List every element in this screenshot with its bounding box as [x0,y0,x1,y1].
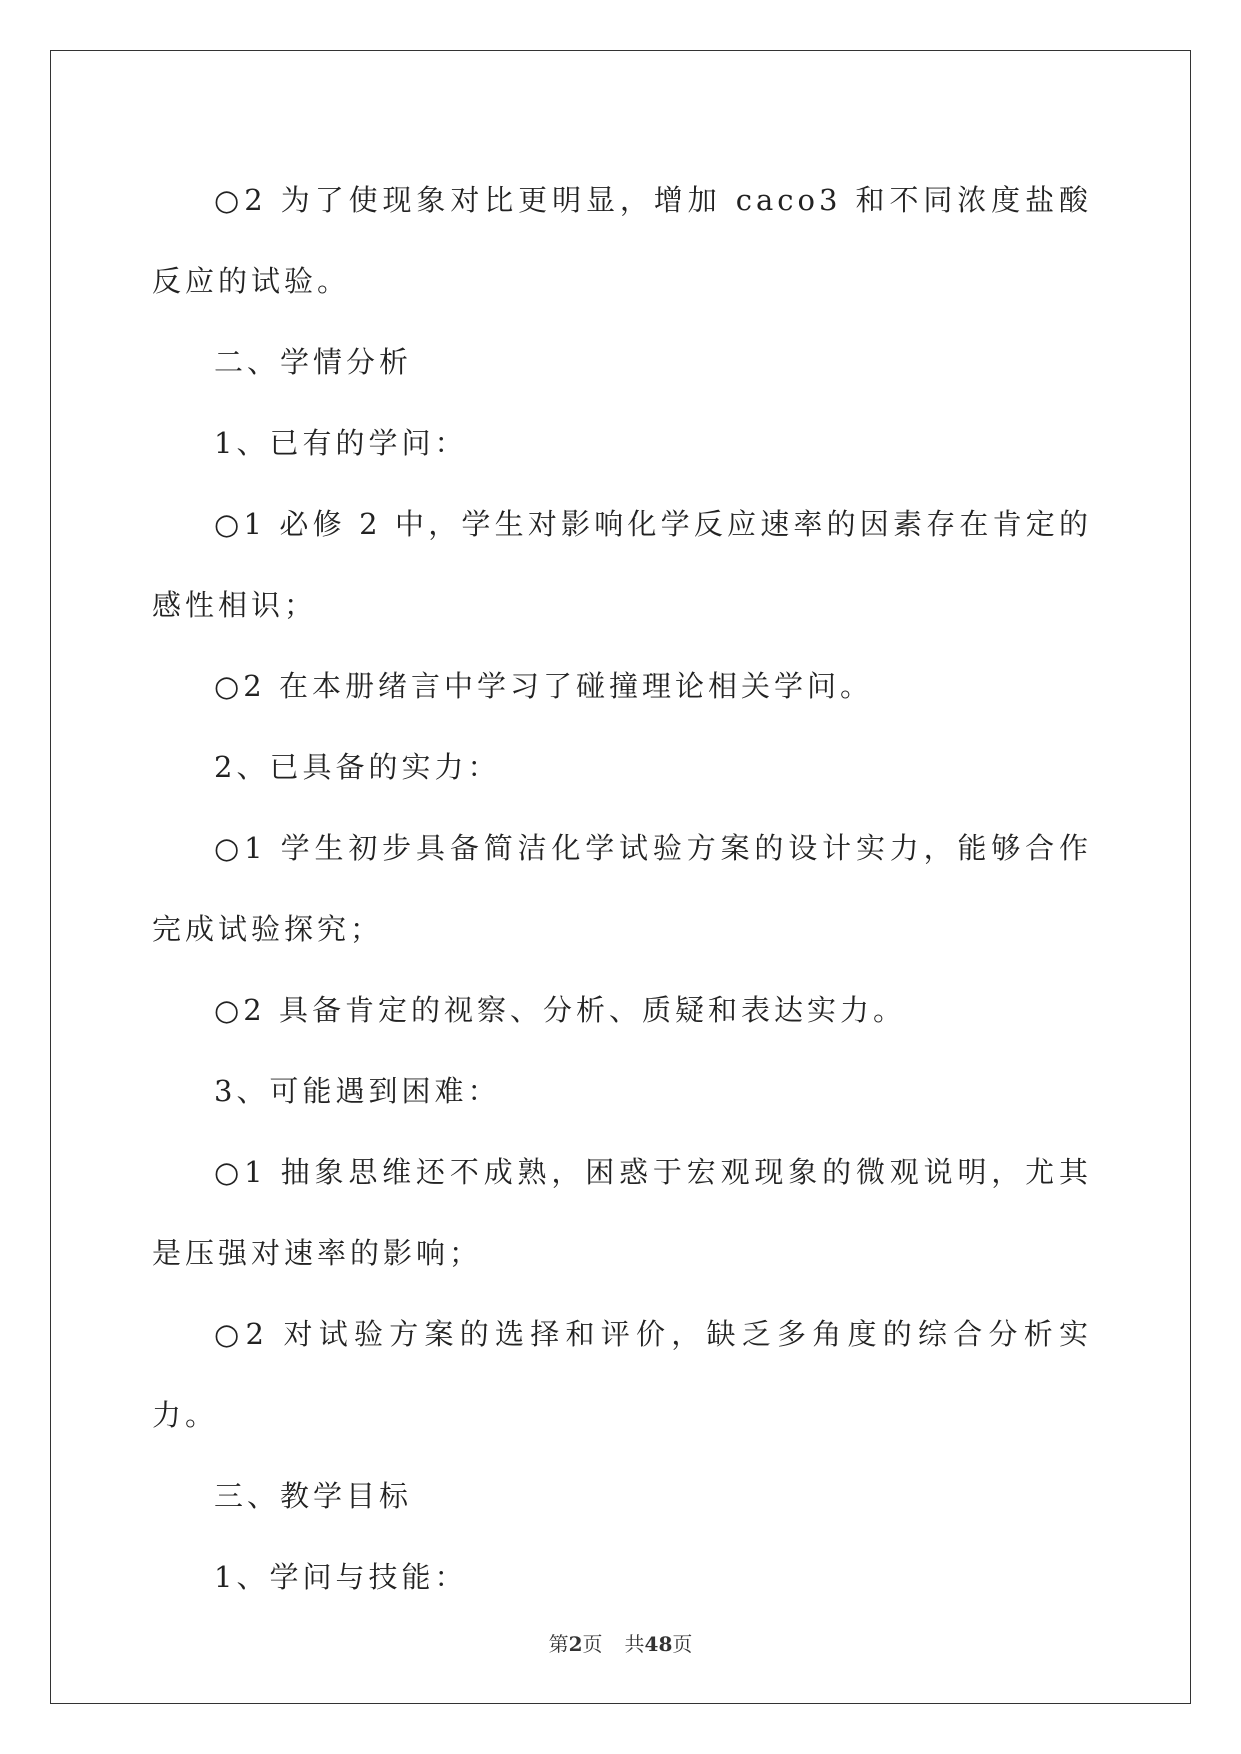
paragraph-abstract-thinking: ○1 抽象思维还不成熟，困惑于宏观现象的微观说明，尤其是压强对速率的影响； [152,1155,1092,1270]
page-footer [0,1628,1241,1657]
section-heading-student-analysis: 二、学情分析 [214,345,413,379]
footer-page-unit: 页 [582,1632,603,1656]
paragraph-observation-ability: ○2 具备肯定的视察、分析、质疑和表达实力。 [214,993,906,1027]
paragraph-caco3-experiment: ○2 为了使现象对比更明显，增加 caco3 和不同浓度盐酸反应的试验。 [152,183,1092,298]
subheading-knowledge-skills: 1、学问与技能： [214,1560,468,1594]
footer-total-unit: 页 [672,1632,693,1656]
subheading-possible-difficulties: 3、可能遇到困难： [214,1074,501,1108]
subheading-existing-knowledge: 1、已有的学问： [214,426,468,460]
paragraph-plan-evaluation: ○2 对试验方案的选择和评价，缺乏多角度的综合分析实力。 [152,1317,1092,1432]
footer-page-prefix: 第 [548,1632,569,1656]
paragraph-required-course-2: ○1 必修 2 中，学生对影响化学反应速率的因素存在肯定的感性相识； [152,507,1092,622]
subheading-existing-ability: 2、已具备的实力： [214,750,501,784]
footer-total-prefix: 共 [624,1632,645,1656]
section-heading-teaching-goals: 三、教学目标 [214,1479,413,1513]
paragraph-collision-theory: ○2 在本册绪言中学习了碰撞理论相关学问。 [214,669,873,703]
paragraph-experiment-design: ○1 学生初步具备简洁化学试验方案的设计实力，能够合作完成试验探究； [152,831,1092,946]
footer-page-current: 2 [568,1632,583,1656]
footer-page-total: 48 [644,1632,673,1656]
document-body [152,160,1092,1618]
